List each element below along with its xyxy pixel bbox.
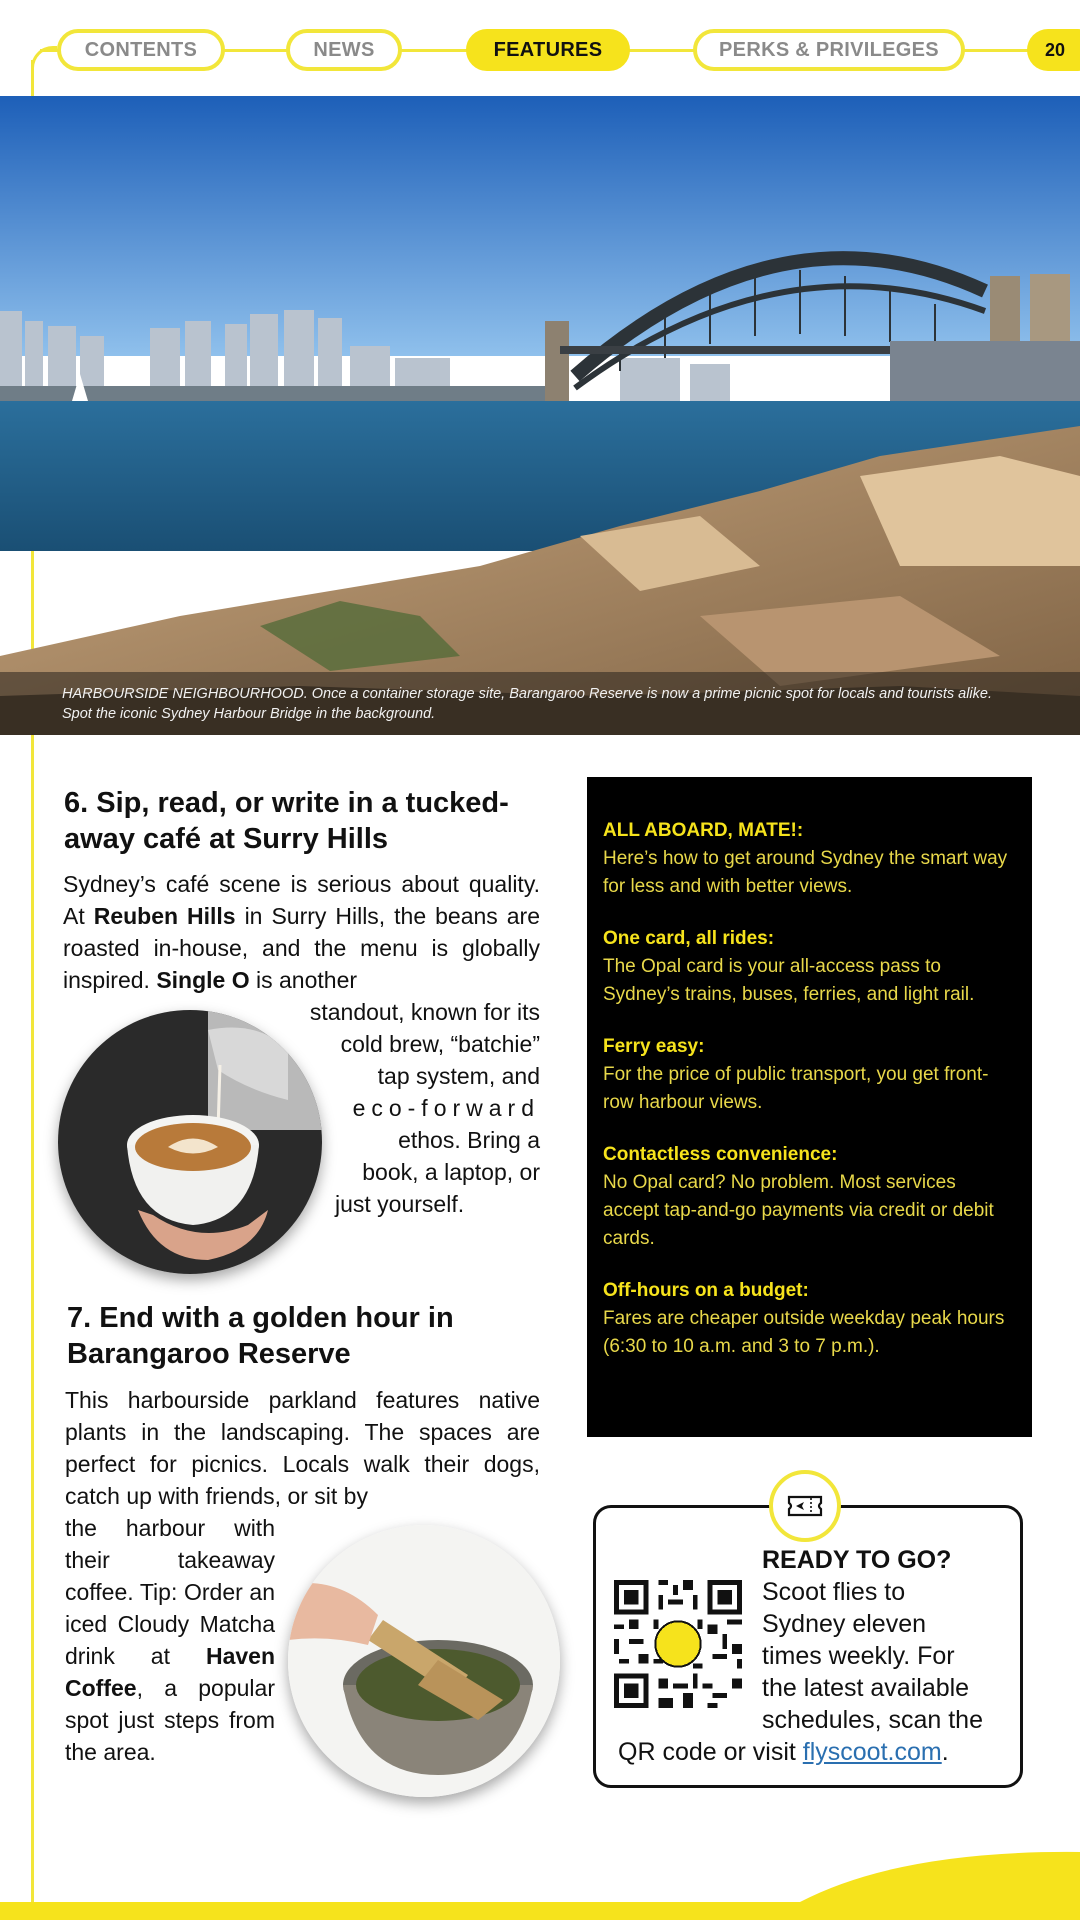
tab-contents[interactable]: CONTENTS [57, 29, 225, 71]
transport-tips-box [587, 777, 1032, 1437]
page-number: 20 [1027, 29, 1080, 71]
section-6-wrapped-text: standout, known for its cold brew, “batchie” tap system, and eco-forward ethos. Bring a book, a laptop, or just yourself. [309, 999, 540, 1217]
tip-off-hours: Off-hours on a budget: Fares are cheaper outside weekday peak hours (6:30 to 10 a.m. and 3 to 7 p.m.). [603, 1280, 1005, 1357]
ready-title: READY TO GO? [762, 1546, 952, 1574]
section-7-wrapped-text: the harbour with their takeaway coffee. Tip: Order an iced Cloudy Matcha drink at Haven Coffee, a popular spot just steps from the area. [65, 1515, 275, 1765]
section-7-paragraph: This harbourside parkland features native plants in the landscaping. The spaces are perfect for picnics. Locals walk their dogs, catch up with friends, or sit by [65, 1387, 540, 1509]
tip-contactless: Contactless convenience: No Opal card? No problem. Most services accept tap-and-go payments via credit or debit cards. [603, 1144, 994, 1249]
tab-news[interactable]: NEWS [286, 29, 402, 71]
ready-link-line: QR code or visit flyscoot.com. [618, 1738, 949, 1766]
section-6-paragraph: Sydney’s café scene is serious about quality. At Reuben Hills in Surry Hills, the beans are roasted in-house, and the menu is globally inspired. Single O is another [63, 871, 540, 993]
tip-opal-card: One card, all rides: The Opal card is your all-access pass to Sydney’s trains, buses, ferries, and light rail. [603, 928, 975, 1005]
section-6-heading: 6. Sip, read, or write in a tucked-away café at Surry Hills [64, 787, 509, 855]
ready-description: Scoot flies to Sydney eleven times weekly. For the latest available schedules, scan the [762, 1578, 983, 1734]
qr-code[interactable] [613, 1580, 743, 1708]
footer-yellow-band [0, 1840, 1080, 1920]
section-7-heading: 7. End with a golden hour in Barangaroo Reserve [67, 1302, 454, 1370]
hero-photo-harbour-bridge [0, 96, 1080, 735]
tip-ferry: Ferry easy: For the price of public transport, you get front-row harbour views. [603, 1036, 989, 1113]
flyscoot-link[interactable]: flyscoot.com [802, 1738, 942, 1766]
hero-caption: HARBOURSIDE NEIGHBOURHOOD. Once a container storage site, Barangaroo Reserve is now a prime picnic spot for locals and tourists alike. Spot the iconic Sydney Harbour Bridge in the background. [0, 672, 1080, 735]
matcha-whisk-photo [288, 1525, 560, 1797]
tab-features[interactable]: FEATURES [466, 29, 630, 71]
tab-perks-privileges[interactable]: PERKS & PRIVILEGES [693, 29, 965, 71]
tip-all-aboard: ALL ABOARD, MATE!: Here’s how to get around Sydney the smart way for less and with better views. [603, 820, 1008, 897]
latte-art-photo [58, 1010, 322, 1274]
ticket-icon [769, 1470, 841, 1542]
